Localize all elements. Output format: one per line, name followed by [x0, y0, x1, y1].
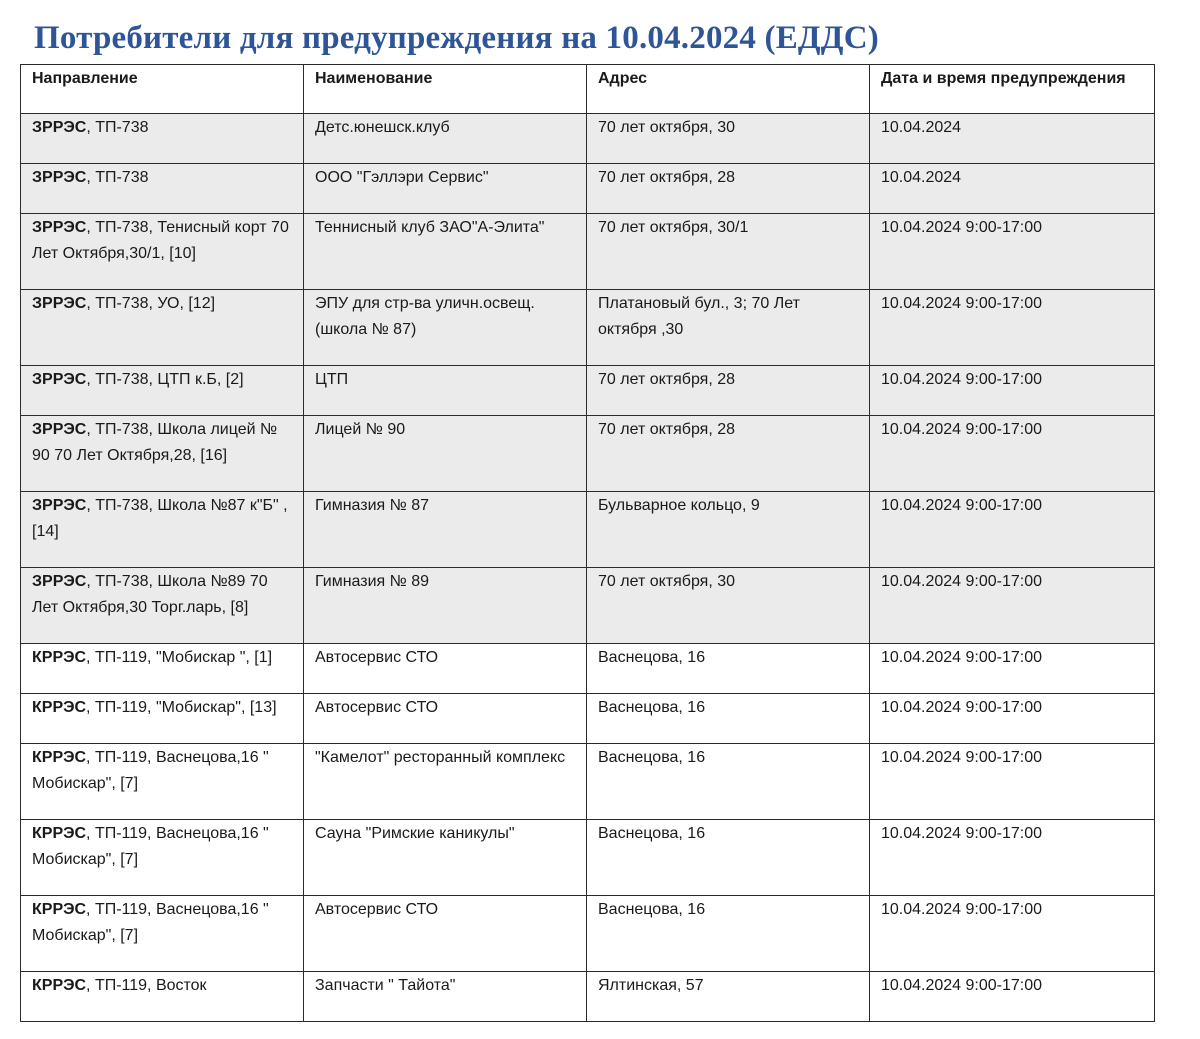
direction-district: ЗРРЭС	[32, 169, 87, 186]
cell-address: Васнецова, 16	[587, 694, 870, 744]
direction-details: , ТП-738	[86, 119, 149, 136]
cell-address: Бульварное кольцо, 9	[587, 492, 870, 568]
table-row	[21, 164, 1155, 214]
table-row	[21, 820, 1155, 896]
direction-details: , ТП-738	[86, 169, 149, 186]
table-row	[21, 896, 1155, 972]
direction-details: , ТП-119, "Мобискар", [13]	[86, 699, 277, 716]
direction-district: КРРЭС	[32, 901, 87, 918]
column-header-datetime: Дата и время предупреждения	[870, 65, 1155, 114]
cell-name: Автосервис СТО	[304, 896, 587, 972]
direction-details: , ТП-738, Школа №87 к"Б" , [14]	[32, 497, 288, 540]
cell-address: Васнецова, 16	[587, 896, 870, 972]
cell-datetime: 10.04.2024 9:00-17:00	[870, 744, 1155, 820]
cell-name: ООО "Гэллэри Сервис"	[304, 164, 587, 214]
cell-address: Васнецова, 16	[587, 744, 870, 820]
direction-details: , ТП-119, "Мобискар ", [1]	[86, 649, 273, 666]
cell-address: 70 лет октября, 30	[587, 568, 870, 644]
cell-address: Васнецова, 16	[587, 644, 870, 694]
cell-direction	[21, 896, 304, 972]
cell-direction	[21, 164, 304, 214]
cell-name: ЦТП	[304, 366, 587, 416]
cell-direction	[21, 744, 304, 820]
direction-details: , ТП-119, Восток	[86, 977, 207, 994]
cell-address: 70 лет октября, 28	[587, 366, 870, 416]
cell-direction	[21, 644, 304, 694]
cell-datetime: 10.04.2024 9:00-17:00	[870, 492, 1155, 568]
table-header-row	[21, 65, 1155, 114]
cell-datetime: 10.04.2024 9:00-17:00	[870, 568, 1155, 644]
cell-name: Лицей № 90	[304, 416, 587, 492]
cell-name: ЭПУ для стр-ва уличн.освещ. (школа № 87)	[304, 290, 587, 366]
cell-direction	[21, 214, 304, 290]
direction-details: , ТП-738, Тенисный корт 70 Лет Октября,30/1, [10]	[32, 219, 289, 262]
consumers-table	[20, 64, 1155, 1022]
direction-district: КРРЭС	[32, 699, 87, 716]
table-row	[21, 972, 1155, 1022]
cell-direction	[21, 492, 304, 568]
cell-datetime: 10.04.2024 9:00-17:00	[870, 214, 1155, 290]
cell-datetime: 10.04.2024 9:00-17:00	[870, 416, 1155, 492]
cell-datetime: 10.04.2024 9:00-17:00	[870, 366, 1155, 416]
table-row	[21, 290, 1155, 366]
cell-datetime: 10.04.2024 9:00-17:00	[870, 694, 1155, 744]
direction-district: ЗРРЭС	[32, 421, 87, 438]
cell-direction	[21, 820, 304, 896]
direction-details: , ТП-738, ЦТП к.Б, [2]	[86, 371, 244, 388]
cell-datetime: 10.04.2024 9:00-17:00	[870, 896, 1155, 972]
cell-datetime: 10.04.2024	[870, 164, 1155, 214]
direction-details: , ТП-738, Школа лицей № 90 70 Лет Октября,28, [16]	[32, 421, 278, 464]
cell-name: Детс.юнешск.клуб	[304, 114, 587, 164]
cell-name: Автосервис СТО	[304, 644, 587, 694]
direction-details: , ТП-738, Школа №89 70 Лет Октября,30 Торг.ларь, [8]	[32, 573, 268, 616]
cell-direction	[21, 416, 304, 492]
column-header-direction: Направление	[21, 65, 304, 114]
column-header-name: Наименование	[304, 65, 587, 114]
cell-name: Сауна "Римские каникулы"	[304, 820, 587, 896]
cell-address: Ялтинская, 57	[587, 972, 870, 1022]
cell-name: Автосервис СТО	[304, 694, 587, 744]
cell-address: 70 лет октября, 30/1	[587, 214, 870, 290]
table-row	[21, 492, 1155, 568]
direction-details: , ТП-119, Васнецова,16 " Мобискар", [7]	[32, 901, 269, 944]
direction-district: КРРЭС	[32, 649, 87, 666]
cell-address: 70 лет октября, 28	[587, 164, 870, 214]
table-body	[21, 114, 1155, 1022]
table-row	[21, 114, 1155, 164]
table-row	[21, 366, 1155, 416]
cell-direction	[21, 366, 304, 416]
direction-district: КРРЭС	[32, 977, 87, 994]
cell-address: Платановый бул., 3; 70 Лет октября ,30	[587, 290, 870, 366]
direction-district: ЗРРЭС	[32, 119, 87, 136]
cell-address: Васнецова, 16	[587, 820, 870, 896]
direction-district: КРРЭС	[32, 749, 87, 766]
cell-address: 70 лет октября, 30	[587, 114, 870, 164]
cell-name: Гимназия № 87	[304, 492, 587, 568]
cell-datetime: 10.04.2024	[870, 114, 1155, 164]
direction-district: ЗРРЭС	[32, 295, 87, 312]
table-row	[21, 744, 1155, 820]
table-row	[21, 214, 1155, 290]
cell-datetime: 10.04.2024 9:00-17:00	[870, 644, 1155, 694]
direction-details: , ТП-119, Васнецова,16 " Мобискар", [7]	[32, 825, 269, 868]
table-row	[21, 416, 1155, 492]
cell-name: "Камелот" ресторанный комплекс	[304, 744, 587, 820]
cell-name: Запчасти " Тайота"	[304, 972, 587, 1022]
cell-datetime: 10.04.2024 9:00-17:00	[870, 290, 1155, 366]
cell-direction	[21, 694, 304, 744]
cell-name: Гимназия № 89	[304, 568, 587, 644]
cell-address: 70 лет октября, 28	[587, 416, 870, 492]
cell-direction	[21, 114, 304, 164]
cell-datetime: 10.04.2024 9:00-17:00	[870, 972, 1155, 1022]
cell-datetime: 10.04.2024 9:00-17:00	[870, 820, 1155, 896]
cell-name: Теннисный клуб ЗАО"А-Элита"	[304, 214, 587, 290]
table-row	[21, 644, 1155, 694]
direction-details: , ТП-119, Васнецова,16 " Мобискар", [7]	[32, 749, 269, 792]
cell-direction	[21, 568, 304, 644]
direction-district: ЗРРЭС	[32, 371, 87, 388]
cell-direction	[21, 972, 304, 1022]
page-title: Потребители для предупреждения на 10.04.2024 (ЕДДС)	[34, 20, 879, 56]
direction-district: ЗРРЭС	[32, 573, 87, 590]
table-row	[21, 694, 1155, 744]
direction-district: КРРЭС	[32, 825, 87, 842]
cell-direction	[21, 290, 304, 366]
direction-district: ЗРРЭС	[32, 497, 87, 514]
table-row	[21, 568, 1155, 644]
direction-district: ЗРРЭС	[32, 219, 87, 236]
column-header-address: Адрес	[587, 65, 870, 114]
direction-details: , ТП-738, УО, [12]	[86, 295, 216, 312]
